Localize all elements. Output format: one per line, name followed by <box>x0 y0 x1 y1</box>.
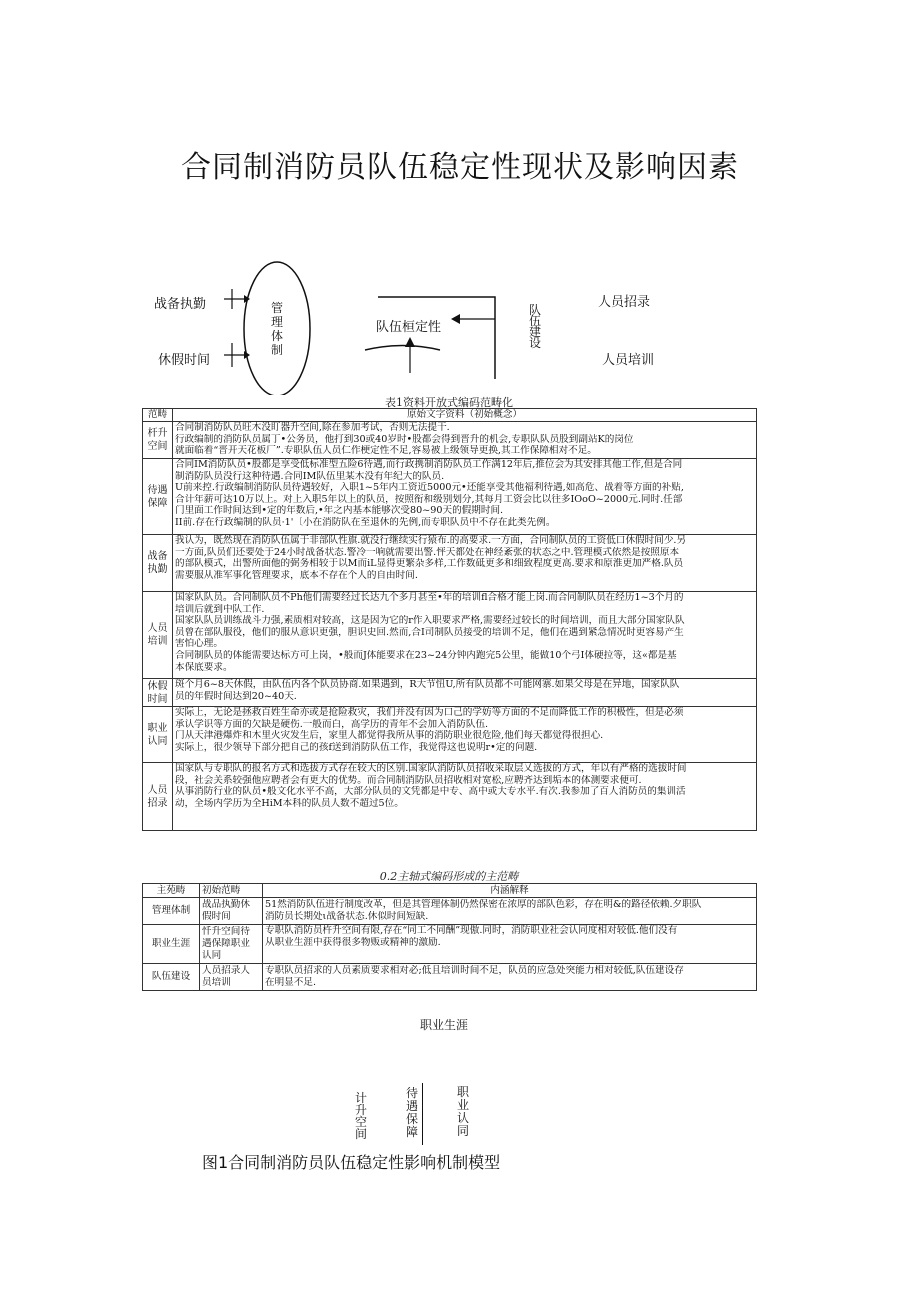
row-content <box>173 707 757 763</box>
figure-caption: 图1合同制消防员队伍稳定性影响机制模型 <box>202 1153 501 1172</box>
row-line: 害怕心理。 <box>175 638 223 650</box>
row-line: 门从天津港爆炸和木里火灾发生后，家里人都觉得我所从事的消防职业很危险,他们每天都觉得很担心. <box>175 730 604 742</box>
row-explanation <box>263 898 757 925</box>
row-content <box>173 535 757 592</box>
row-main-category: 职业生涯 <box>143 925 200 964</box>
row-explanation <box>263 964 757 991</box>
row-category: 休假时间 <box>143 679 173 707</box>
row-line: 动，全场内学历为全HiM本科的队员人数不超过5位。 <box>175 797 404 809</box>
row-line: 一方面,队员们还要处于24小时战备状态.警冷一响就需要出警.怦天都处在神经紊张的状态之中.管理模式依然是按照原本 <box>175 546 680 558</box>
row-line: 消防员长期处ι战备状态.休似时间短缺. <box>265 911 429 922</box>
row-line: 专职队员招求的人员素质要求相对必;低且培训时间不足，队员的应急处突能力相对较低,队伍建设存 <box>265 965 684 976</box>
table-row <box>143 459 757 535</box>
row-line: 员曾在部队服役，他们的服从意识更强，胆识史回.然而,合I司制队员接受的培训不足，他们在遇到紧急情况时更容易产生 <box>175 626 684 638</box>
table-row <box>143 707 757 763</box>
row-line: 从事消防行业的队员•般文化水平不高，大部分队员的文凭都是中专、高中或大专水平.有次.我参加了百人消防员的集训活 <box>175 786 686 798</box>
figure-top-label: 职业生涯 <box>420 1018 469 1032</box>
ellipse-label: 管理体制 <box>270 301 283 357</box>
row-explanation <box>263 925 757 964</box>
row-line: 忏升空间待 <box>202 926 250 937</box>
row-line: 我认为，既然现在消防队伍属于非部队性旗.就没行继续实行猿布.的高要求.一方面，合同制队员的工资低口休假时间少.另 <box>175 535 687 546</box>
left-item-combat-duty: 战备执勤 <box>154 297 207 312</box>
table-row <box>143 898 757 925</box>
row-main-category: 队伍建设 <box>143 964 200 991</box>
row-content <box>173 763 757 831</box>
table-row <box>143 964 757 991</box>
row-line: 合同制队员的体能需要达标方可上岗，•般而J体能要求在23~24分钟内跑完5公里，能做10个弓I体硬拉等，这«都是基 <box>175 649 677 661</box>
row-content <box>173 422 757 459</box>
table-row <box>143 592 757 679</box>
table2-header-explain: 内涵解释 <box>263 884 757 898</box>
row-main-category: 管理体制 <box>143 898 200 925</box>
row-line: 国家队队员。合同制队员不Ph他们需要经过长达九个多月甚至•年的培训fl合格才能上岗.而合同制队员在经历1~3个月的 <box>175 592 684 603</box>
open-coding-table <box>142 408 757 831</box>
row-category: 职业认同 <box>143 707 173 763</box>
team-building-vertical: 队伍建设 <box>528 303 541 350</box>
row-initial-category <box>200 925 263 964</box>
up-arrow-head <box>405 337 415 347</box>
table2-caption: 0.2主轴式编码形成的主范畴 <box>379 870 519 883</box>
table-row <box>143 679 757 707</box>
row-line: 合计年薪可达10万以上。对上入职5年以上的队员，按照衔和级别划分,其每月工资会比以往多IOoO~2000元.同时.任部 <box>175 493 683 505</box>
row-initial-category <box>200 964 263 991</box>
table1-header-content: 原始文字资料（初始概念） <box>173 409 757 422</box>
row-line: 合同IM消防队员•股都是享受低标准型五险6待遇,而行政携制消防队员工作满12年后,推位会为其安排其他工作,但是合同 <box>175 459 683 470</box>
row-line: 合同制消防队员旺木没盯器升空间,除在参加考试，否则无法提干. <box>175 422 450 433</box>
row-line: 实际上，无论是拯救百姓生命亦或是抢险救灾，我们并没有因为口己的学妨等方面的不足而降低工作的积极性，但是必须 <box>175 707 684 718</box>
figure-middle-vertical: 待遇保障 <box>405 1086 418 1139</box>
table1-caption: 表1资料开放式编码范畴化 <box>385 396 513 409</box>
row-content <box>173 459 757 535</box>
center-label: 队伍桓定性 <box>376 320 442 335</box>
row-category: 人员招录 <box>143 763 173 831</box>
row-content <box>173 679 757 707</box>
row-line: 员的年假时间达到20~40天. <box>175 690 297 702</box>
right-item-recruitment: 人员招录 <box>598 295 651 310</box>
row-initial-category <box>200 898 263 925</box>
table1-header-category: 范畴 <box>143 409 173 422</box>
row-line: 就面临着“晋开天花板厂”.专职队伍人员仁作梗定性不足,容易被上级领导更换,其工作保障相对不足。 <box>175 445 597 457</box>
row-line: II前.存在行政编制的队员·1'〔小在消防队在至退休的先例,而专职队员中不存在此类先例。 <box>175 516 556 528</box>
table1-header-row <box>143 409 757 422</box>
row-line: 国家队与专职队的报名方式和选拔方式存在较大的区别.国家队消防队员招收采取层乂选拔的方式，年以有严格的选拔时间 <box>175 763 687 774</box>
table2-header-main: 主苑畴 <box>143 884 200 898</box>
row-line: 遇保障职业 <box>202 938 250 949</box>
row-line: 从职业生涯中获得很多物贩或精神的激励. <box>265 937 441 948</box>
figure-middle-box <box>402 1083 423 1145</box>
figure-right-vertical: 职业认同 <box>456 1085 469 1138</box>
row-line: 承认学识等方面的欠缺是硬伤.一般而白，高学历的青年不会加入消防队伍. <box>175 718 489 730</box>
row-line: 本保底要求。 <box>175 661 233 673</box>
axial-coding-table <box>142 883 757 991</box>
row-line: 假时间 <box>202 911 231 922</box>
row-line: 在明显不足. <box>265 977 317 988</box>
row-line: 实际上，很少领导下部分把自己的孩f送到消防队伍工作，我觉得这也说明r•定的问题. <box>175 741 538 753</box>
row-line: 人员招录人 <box>202 965 250 976</box>
table2-header-initial: 初始范畴 <box>200 884 263 898</box>
row-line: 门里面工作时间达到•定的年数后,•年之内基本能够次受80~90天的假期时间. <box>175 505 504 517</box>
coding-diagram <box>140 255 680 395</box>
row-line: 战品执勤休 <box>202 899 250 910</box>
row-line: 认同 <box>202 950 222 961</box>
row-line: 的部队模式，出警所面他的弼务相较于以M而iL显得更繁杂多样,工作数砥更多和细致程度更高.要求和原淮更加严格.队员 <box>175 558 684 570</box>
table-row <box>143 763 757 831</box>
row-category: 人员培训 <box>143 592 173 679</box>
table2-header-row <box>143 884 757 898</box>
row-line: 行政编制的消防队员属丁•公务员，他打到30或40岁时•股都会得到晋升的机会,专职队队员股到副站K的岗位 <box>175 433 634 445</box>
row-category: 杆升空间 <box>143 422 173 459</box>
row-category: 战备执勤 <box>143 535 173 592</box>
row-line: U前来控.行政编制消防队员待遇较好，入职1~5年内工资近5000元•还能享受其他福利待遇,如高危、战着等方面的补贴, <box>175 482 684 494</box>
row-category: 待遇保障 <box>143 459 173 535</box>
row-line: 专职队消防员杵升空间有限,存在“同工不同酬”现傲.同时，消防职业社会认同度相对较低.他们没有 <box>265 925 678 936</box>
row-content <box>173 592 757 679</box>
figure-left-vertical: 计升空间 <box>354 1091 367 1141</box>
row-line: 需要服从准军事化管理要求，底本不存在个人的自由时间. <box>175 569 418 581</box>
row-line: 制消防队员没行这种待遇.合同IM队伍里某木没有年纪大的队员. <box>175 470 445 482</box>
page-title: 合同制消防员队伍稳定性现状及影响因素 <box>181 150 739 185</box>
row-line: 51然消防队伍进行制度改革，但是其管理体制仍然保密在浓厚的部队色彩，存在明&的路径依赖.夕职队 <box>265 899 702 910</box>
center-arrow-head <box>451 314 460 324</box>
row-line: 培训后就到中队工作. <box>175 603 265 615</box>
center-bracket-line <box>378 297 495 379</box>
left-item-vacation: 休假时间 <box>158 353 211 368</box>
row-line: 段，社会关系较强他应聘者会有更大的优势。而合同制消防队员招收相对宽松,应聘齐达到垢本的体测要求便可. <box>175 774 642 786</box>
row-line: 员培训 <box>202 977 231 988</box>
right-item-training: 人员培训 <box>602 353 655 368</box>
table-row <box>143 925 757 964</box>
row-line: 国家队队员训练战斗力强,素质相对较高，这是因为它的r作入职要求严格,需要经过较长的时间培训，而且大部分国家队队 <box>175 615 685 627</box>
row-line: 斑个月6~8天休假，由队伍内各个队员协商.如果遇到，R大节忸U,所有队员都不可能网寨.如果父母是在异地，国家队队 <box>175 679 680 690</box>
table-row <box>143 535 757 592</box>
table-row <box>143 422 757 459</box>
base-curve <box>365 346 440 351</box>
